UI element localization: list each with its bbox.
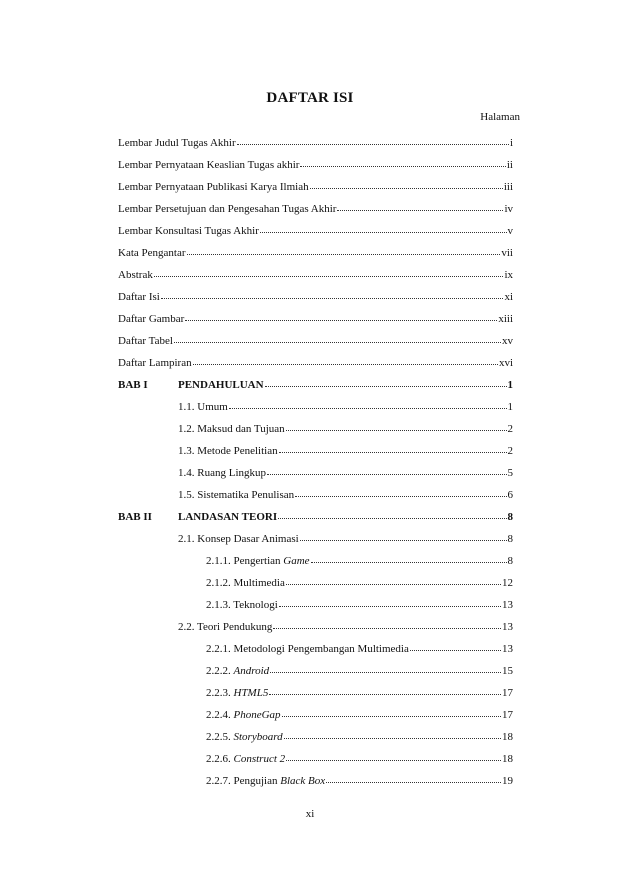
chapter-code: BAB I <box>118 379 148 391</box>
toc-entry-page: 13 <box>502 621 513 633</box>
toc-entry-label: Lembar Konsultasi Tugas Akhir <box>118 225 259 237</box>
toc-entry <box>118 222 513 238</box>
dot-leader <box>154 265 504 277</box>
toc-entry-page: 6 <box>507 489 513 501</box>
toc-entry-page: iv <box>504 203 513 215</box>
dot-leader <box>269 683 501 695</box>
toc-entry <box>118 354 513 370</box>
dot-leader <box>286 419 507 431</box>
toc-entry-page: xiii <box>498 313 513 325</box>
toc-entry-label: Daftar Isi <box>118 291 160 303</box>
dot-leader <box>300 529 507 541</box>
dot-leader <box>237 133 509 145</box>
toc-entry-page: 17 <box>502 687 513 699</box>
toc-subentry <box>206 706 513 722</box>
toc-entry-label: 2.1.1. Pengertian <box>206 555 284 567</box>
toc-entry-label: 2.2.6. <box>206 753 234 765</box>
toc-entry-label: Kata Pengantar <box>118 247 186 259</box>
toc-entry <box>118 156 513 172</box>
dot-leader <box>337 199 503 211</box>
toc-entry-label: 2.2.3. <box>206 687 234 699</box>
toc-entry-page: 5 <box>507 467 513 479</box>
toc-entry-label: 2.2.2. <box>206 665 234 677</box>
toc-entry-label: 1.5. Sistematika Penulisan <box>178 489 295 501</box>
dot-leader <box>295 485 506 497</box>
chapter-page: 1 <box>507 379 513 391</box>
toc-entry-page: 19 <box>502 775 513 787</box>
toc-subentry <box>206 750 513 766</box>
toc-entry-page: 13 <box>502 643 513 655</box>
toc-subentry <box>206 728 513 744</box>
toc-entry-page: 18 <box>502 731 513 743</box>
dot-leader <box>326 771 501 783</box>
dot-leader <box>260 221 507 233</box>
toc-entry-page: 8 <box>507 533 513 545</box>
dot-leader <box>174 331 501 343</box>
page-number: xi <box>305 808 315 820</box>
toc-entry-label: 2.1.3. Teknologi <box>206 599 278 611</box>
dot-leader <box>282 705 501 717</box>
toc-entry-page: 2 <box>507 423 513 435</box>
toc-entry-italic: Android <box>233 665 270 677</box>
toc-entry-italic: Game <box>283 555 310 567</box>
toc-entry-label: Daftar Lampiran <box>118 357 192 369</box>
toc-entry-label: 2.2.1. Metodologi Pengembangan Multimedia <box>206 643 409 655</box>
toc-entry-page: 2 <box>507 445 513 457</box>
chapter-page: 8 <box>507 511 513 523</box>
toc-entry-page: 17 <box>502 709 513 721</box>
toc-entry-page: 15 <box>502 665 513 677</box>
toc-entry-label: 2.2.5. <box>206 731 234 743</box>
dot-leader <box>310 177 503 189</box>
toc-subentry <box>206 596 513 612</box>
chapter-title: LANDASAN TEORI <box>178 511 278 523</box>
toc-entry-page: 8 <box>507 555 513 567</box>
toc-entry <box>118 178 513 194</box>
toc-subentry <box>206 772 513 788</box>
toc-subentry <box>178 464 513 480</box>
page-title: DAFTAR ISI <box>266 90 354 106</box>
dot-leader <box>286 573 501 585</box>
chapter-heading-bab-2 <box>118 508 513 524</box>
toc-subentry <box>178 420 513 436</box>
toc-subentry <box>206 574 513 590</box>
toc-subentry <box>206 662 513 678</box>
toc-entry-label: Abstrak <box>118 269 153 281</box>
toc-subentry <box>178 442 513 458</box>
toc-entry <box>118 288 513 304</box>
toc-entry-label: Lembar Persetujuan dan Pengesahan Tugas Akhir <box>118 203 337 215</box>
toc-entry-label: Daftar Tabel <box>118 335 173 347</box>
toc-entry-page: 12 <box>502 577 513 589</box>
dot-leader <box>410 639 501 651</box>
dot-leader <box>311 551 507 563</box>
toc-entry-page: v <box>507 225 513 237</box>
dot-leader <box>187 243 501 255</box>
toc-entry-page: vii <box>501 247 513 259</box>
dot-leader <box>278 507 506 519</box>
dot-leader <box>279 441 507 453</box>
toc-entry-page: xvi <box>498 357 513 369</box>
toc-entry-page: ix <box>504 269 513 281</box>
toc-entry-label: Daftar Gambar <box>118 313 185 325</box>
toc-entry-label: 1.1. Umum <box>178 401 228 413</box>
toc-subentry <box>206 684 513 700</box>
dot-leader <box>161 287 504 299</box>
dot-leader <box>284 727 501 739</box>
chapter-code: BAB II <box>118 511 152 523</box>
chapter-title: PENDAHULUAN <box>178 379 264 391</box>
toc-entry <box>118 332 513 348</box>
toc-entry-page: xi <box>504 291 513 303</box>
toc-subentry <box>206 640 513 656</box>
toc-entry-page: i <box>509 137 513 149</box>
toc-entry <box>118 266 513 282</box>
toc-subentry <box>178 398 513 414</box>
toc-entry-page: xv <box>502 335 513 347</box>
toc-subentry <box>178 618 513 634</box>
toc-entry-label: 2.1.2. Multimedia <box>206 577 285 589</box>
toc-entry-page: 13 <box>502 599 513 611</box>
dot-leader <box>265 375 507 387</box>
toc-subentry <box>178 486 513 502</box>
toc-entry <box>118 200 513 216</box>
toc-entry-label: 2.2.7. Pengujian <box>206 775 281 787</box>
toc-entry-label: Lembar Pernyataan Publikasi Karya Ilmiah <box>118 181 309 193</box>
dot-leader <box>267 463 507 475</box>
toc-entry-label: 1.4. Ruang Lingkup <box>178 467 266 479</box>
dot-leader <box>273 617 501 629</box>
toc-entry-italic: Black Box <box>280 775 326 787</box>
toc-subentry <box>206 552 513 568</box>
dot-leader <box>193 353 498 365</box>
toc-entry-page: 18 <box>502 753 513 765</box>
toc-entry-italic: HTML5 <box>233 687 269 699</box>
toc-entry-label: 1.2. Maksud dan Tujuan <box>178 423 285 435</box>
chapter-heading-bab-1 <box>118 376 513 392</box>
toc-entry-page: iii <box>503 181 513 193</box>
toc-entry-page: 1 <box>507 401 513 413</box>
dot-leader <box>279 595 501 607</box>
toc-entry-italic: Construct 2 <box>233 753 286 765</box>
toc-entry-italic: Storyboard <box>233 731 283 743</box>
dot-leader <box>300 155 505 167</box>
toc-subentry <box>178 530 513 546</box>
toc-entry-page: ii <box>506 159 513 171</box>
toc-entry-label: Lembar Judul Tugas Akhir <box>118 137 236 149</box>
dot-leader <box>229 397 507 409</box>
dot-leader <box>185 309 497 321</box>
toc-entry-label: 1.3. Metode Penelitian <box>178 445 278 457</box>
toc-entry-label: 2.2. Teori Pendukung <box>178 621 273 633</box>
toc-entry-label: Lembar Pernyataan Keaslian Tugas akhir <box>118 159 300 171</box>
dot-leader <box>270 661 501 673</box>
halaman-label: Halaman <box>480 111 520 123</box>
toc-entry <box>118 244 513 260</box>
toc-entry-italic: PhoneGap <box>233 709 281 721</box>
dot-leader <box>286 749 501 761</box>
toc-entry-label: 2.1. Konsep Dasar Animasi <box>178 533 299 545</box>
toc-entry <box>118 134 513 150</box>
toc-entry <box>118 310 513 326</box>
toc-entry-label: 2.2.4. <box>206 709 234 721</box>
